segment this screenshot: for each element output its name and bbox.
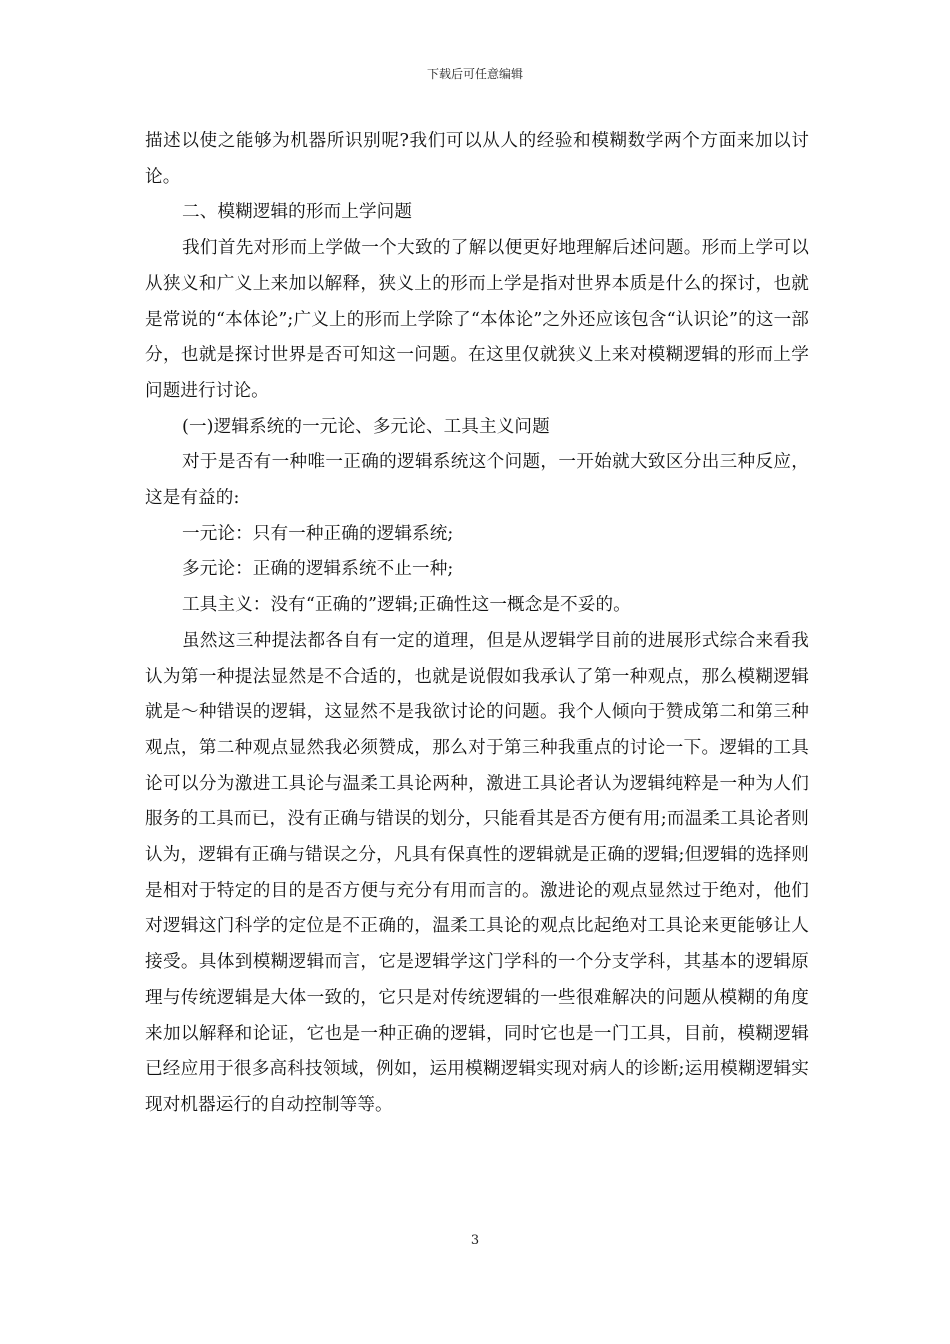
section-heading: 二、模糊逻辑的形而上学问题: [182, 202, 413, 223]
page-header: 下载后可任意编辑: [426, 67, 523, 81]
paragraph: 描述以使之能够为机器所识别呢?我们可以从人的经验和模糊数学两个方面来加以讨论。: [145, 131, 809, 187]
paragraph: 虽然这三种提法都各自有一定的道理，但是从逻辑学目前的进展形式综合来看我认为第一种提法显然是不合适的，也就是说假如我承认了第一种观点，那么模糊逻辑就是～种错误的逻辑，这显然不是我欲讨论的问题。我个人倾向于赞成第二和第三种观点，第二种观点显然我必须赞成，那么对于第三种我重点的讨论一下。逻辑的工具论可以分为激进工具论与温柔工具论两种，激进工具论者认为逻辑纯粹是一种为人们服务的工具而已，没有正确与错误的划分，只能看其是否方便有用;而温柔工具论者则认为，逻辑有正确与错误之分，凡具有保真性的逻辑就是正确的逻辑;但逻辑的选择则是相对于特定的目的是否方便与充分有用而言的。激进论的观点显然过于绝对，他们对逻辑这门科学的定位是不正确的，温柔工具论的观点比起绝对工具论来更能够让人接受。具体到模糊逻辑而言，它是逻辑学这门学科的一个分支学科，其基本的逻辑原理与传统逻辑是大体一致的，它只是对传统逻辑的一些很难解决的问题从模糊的角度来加以解释和论证，它也是一种正确的逻辑，同时它也是一门工具，目前，模糊逻辑已经应用于很多高科技领域，例如，运用模糊逻辑实现对病人的诊断;运用模糊逻辑实现对机器运行的自动控制等等。: [145, 630, 809, 1115]
paragraph: 我们首先对形而上学做一个大致的了解以便更好地理解后述问题。形而上学可以从狭义和广义上来加以解释，狭义上的形而上学是指对世界本质是什么的探讨，也就是常说的“本体论”;广义上的形而上学除了“本体论”之外还应该包含“认识论”的这一部分，也就是探讨世界是否可知这一问题。在这里仅就狭义上来对模糊逻辑的形而上学问题进行讨论。: [145, 238, 809, 401]
page-number: 3: [470, 1233, 480, 1248]
body-text: [145, 124, 809, 1124]
subsection-heading: (一)逻辑系统的一元论、多元论、工具主义问题: [182, 416, 550, 437]
paragraph: 对于是否有一种唯一正确的逻辑系统这个问题，一开始就大致区分出三种反应，这是有益的:: [145, 452, 809, 509]
list-item-monism: 一元论：只有一种正确的逻辑系统;: [182, 523, 454, 544]
list-item-instrumentalism: 工具主义：没有“正确的”逻辑;正确性这一概念是不妥的。: [182, 595, 631, 616]
list-item-pluralism: 多元论：正确的逻辑系统不止一种;: [182, 559, 454, 580]
